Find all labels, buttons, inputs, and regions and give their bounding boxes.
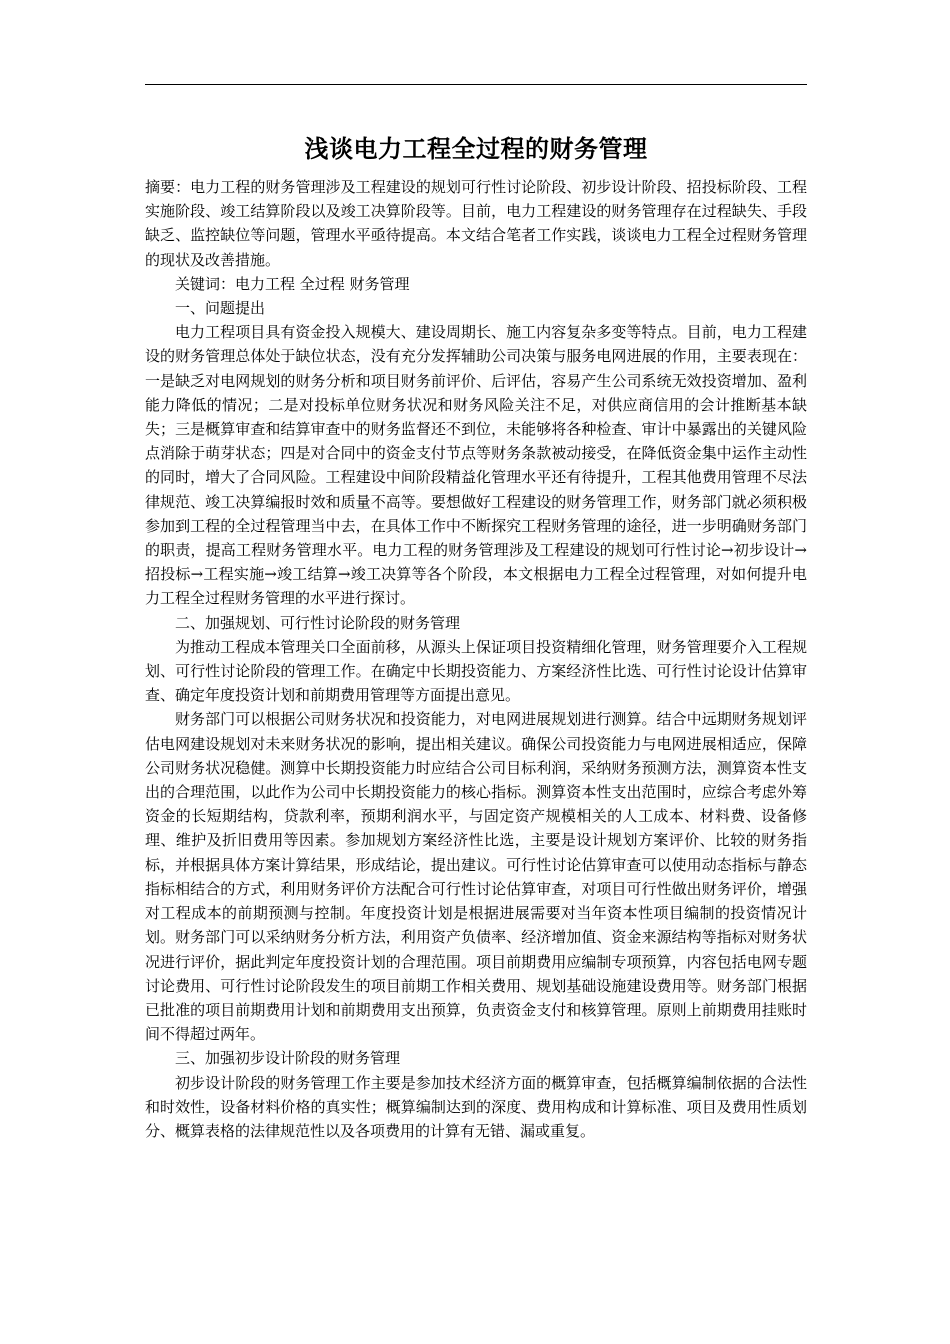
body-paragraph: 初步设计阶段的财务管理工作主要是参加技术经济方面的概算审查，包括概算编制依据的合法性和时效性，设备材料价格的真实性；概算编制达到的深度、费用构成和计算标准、项目及费用性质划分、概算表格的法律规范性以及各项费用的计算有无错、漏或重复。	[145, 1073, 807, 1140]
body-paragraph: 电力工程项目具有资金投入规模大、建设周期长、施工内容复杂多变等特点。目前，电力工程建设的财务管理总体处于缺位状态，没有充分发挥辅助公司决策与服务电网进展的作用，主要表现在：一是缺乏对电网规划的财务分析和项目财务前评价、后评估，容易产生公司系统无效投资增加、盈利能力降低的情况；二是对投标单位财务状况和财务风险关注不足，对供应商信用的会计推断基本缺失；三是概算审查和结算审查中的财务监督还不到位，未能够将各种检查、审计中暴露出的关键风险点消除于萌芽状态；四是对合同中的资金支付节点等财务条款被动接受，在降低资金集中运作主动性的同时，增大了合同风险。工程建设中间阶段精益化管理水平还有待提升，工程其他费用管理不尽法律规范、竣工决算编报时效和质量不高等。要想做好工程建设的财务管理工作，财务部门就必须积极参加到工程的全过程管理当中去，在具体工作中不断探究工程财务管理的途径，进一步明确财务部门的职责，提高工程财务管理水平。电力工程的财务管理涉及工程建设的规划可行性讨论→初步设计→招投标→工程实施→竣工结算→竣工决算等各个阶段，本文根据电力工程全过程管理，对如何提升电力工程全过程财务管理的水平进行探讨。	[145, 323, 807, 608]
document-title: 浅谈电力工程全过程的财务管理	[304, 135, 648, 163]
section-heading-3: 三、加强初步设计阶段的财务管理	[175, 1049, 401, 1068]
document-body	[145, 175, 807, 1143]
section-heading-2: 二、加强规划、可行性讨论阶段的财务管理	[175, 613, 461, 632]
section-heading-1: 一、问题提出	[175, 299, 266, 318]
abstract-paragraph: 摘要：电力工程的财务管理涉及工程建设的规划可行性讨论阶段、初步设计阶段、招投标阶段、工程实施阶段、竣工结算阶段以及竣工决算阶段等。目前，电力工程建设的财务管理存在过程缺失、手段缺乏、监控缺位等问题，管理水平亟待提高。本文结合笔者工作实践，谈谈电力工程全过程财务管理的现状及改善措施。	[145, 178, 807, 269]
keywords-line: 关键词：电力工程 全过程 财务管理	[175, 274, 410, 293]
header-rule	[145, 84, 807, 85]
body-paragraph: 为推动工程成本管理关口全面前移，从源头上保证项目投资精细化管理，财务管理要介入工程规划、可行性讨论阶段的管理工作。在确定中长期投资能力、方案经济性比选、可行性讨论设计估算审查、确定年度投资计划和前期费用管理等方面提出意见。	[145, 637, 807, 705]
body-paragraph: 财务部门可以根据公司财务状况和投资能力，对电网进展规划进行测算。结合中远期财务规划评估电网建设规划对未来财务状况的影响，提出相关建议。确保公司投资能力与电网进展相适应，保障公司财务状况稳健。测算中长期投资能力时应结合公司目标利润，采纳财务预测方法，测算资本性支出的合理范围，以此作为公司中长期投资能力的核心指标。测算资本性支出范围时，应综合考虑外筹资金的长短期结构，贷款利率，预期利润水平，与固定资产规模相关的人工成本、材料费、设备修理、维护及折旧费用等因素。参加规划方案经济性比选，主要是设计规划方案评价、比较的财务指标，并根据具体方案计算结果，形成结论，提出建议。可行性讨论估算审查可以使用动态指标与静态指标相结合的方式，利用财务评价方法配合可行性讨论估算审查，对项目可行性做出财务评价，增强对工程成本的前期预测与控制。年度投资计划是根据进展需要对当年资本性项目编制的投资情况计划。财务部门可以采纳财务分析方法，利用资产负债率、经济增加值、资金来源结构等指标对财务状况进行评价，据此判定年度投资计划的合理范围。项目前期费用应编制专项预算，内容包括电网专题讨论费用、可行性讨论阶段发生的项目前期工作相关费用、规划基础设施建设费用等。财务部门根据已批准的项目前期费用计划和前期费用支出预算，负责资金支付和核算管理。原则上前期费用挂账时间不得超过两年。	[145, 710, 807, 1044]
